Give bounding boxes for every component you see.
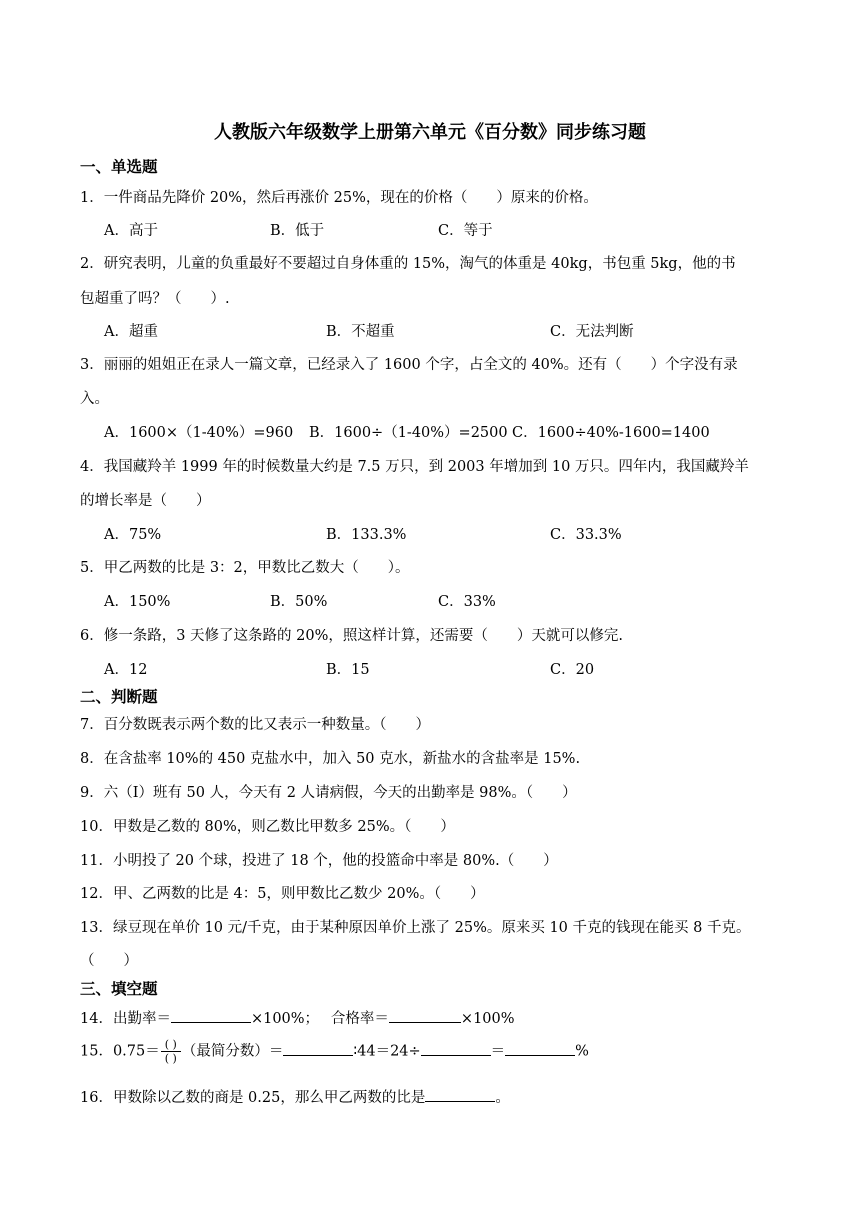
fraction-numerator[interactable]: ( ) [161, 1038, 181, 1052]
question-13-text-line-1: 13．绿豆现在单价 10 元/千克，由于某种原因单价上涨了 25%。原来买 10 千克的钱现在能买 8 千克。 [80, 920, 751, 936]
question-10-text: 10．甲数是乙数的 80%，则乙数比甲数多 25%。（ ） [80, 819, 455, 835]
question-3-text-line-2: 入。 [80, 391, 109, 407]
question-3-option-a: A．1600×（1-40%）=960 [104, 425, 294, 441]
question-15-part-4: ＝ [490, 1043, 506, 1060]
section-heading-fill-blank: 三、填空题 [80, 980, 158, 998]
question-4-text-line-2: 的增长率是（ ） [80, 493, 211, 509]
question-1-text: 1．一件商品先降价 20%，然后再涨价 25%，现在的价格（ ）原来的价格。 [80, 190, 598, 206]
answer-blank[interactable] [171, 1008, 251, 1023]
question-14-part-3: ×100% [460, 1011, 515, 1027]
answer-blank[interactable] [421, 1041, 491, 1056]
question-15-part-1: 15．0.75＝ [80, 1043, 160, 1060]
question-4-option-c: C．33.3% [550, 527, 622, 543]
question-5-option-a: A．150% [104, 594, 171, 610]
question-5-text: 5．甲乙两数的比是 3：2，甲数比乙数大（ ）。 [80, 560, 410, 576]
question-15-part-5: % [575, 1043, 589, 1060]
question-7-text: 7．百分数既表示两个数的比又表示一种数量。（ ） [80, 717, 430, 733]
answer-blank[interactable] [283, 1041, 353, 1056]
question-1-option-b: B．低于 [270, 223, 325, 239]
question-3-option-c: C．1600÷40%-1600=1400 [512, 425, 710, 441]
question-1-option-c: C．等于 [438, 223, 493, 239]
question-6-option-c: C．20 [550, 662, 595, 678]
question-1-option-a: A．高于 [104, 223, 158, 239]
question-13-text-line-2: （ ） [80, 953, 138, 969]
question-2-option-a: A．超重 [104, 324, 158, 340]
question-15-part-2: （最简分数）＝ [181, 1043, 284, 1060]
question-16-part-2: 。 [495, 1090, 510, 1106]
section-heading-single-choice: 一、单选题 [80, 158, 158, 176]
question-2-text-line-1: 2．研究表明，儿童的负重最好不要超过自身体重的 15%，淘气的体重是 40kg，书包重 5kg，他的书 [80, 256, 736, 272]
question-6-option-a: A．12 [104, 662, 148, 678]
question-6-text: 6．修一条路，3 天修了这条路的 20%，照这样计算，还需要（ ）天就可以修完. [80, 628, 624, 644]
question-15 [80, 1038, 589, 1065]
question-2-option-b: B．不超重 [326, 324, 395, 340]
question-4-text-line-1: 4．我国藏羚羊 1999 年的时候数量大约是 7.5 万只，到 2003 年增加到 10 万只。四年内，我国藏羚羊 [80, 459, 749, 475]
question-16 [80, 1086, 510, 1107]
question-14-part-1: 14．出勤率＝ [80, 1011, 171, 1027]
answer-blank[interactable] [389, 1008, 461, 1023]
question-3-text-line-1: 3．丽丽的姐姐正在录人一篇文章，已经录入了 1600 个字，占全文的 40%。还有（ ）个字没有录 [80, 357, 738, 373]
question-5-option-b: B．50% [270, 594, 328, 610]
question-5-option-c: C．33% [438, 594, 496, 610]
question-11-text: 11．小明投了 20 个球，投进了 18 个，他的投篮命中率是 80%.（ ） [80, 853, 558, 869]
section-heading-true-false: 二、判断题 [80, 688, 158, 706]
answer-blank[interactable] [425, 1087, 495, 1102]
question-4-option-b: B．133.3% [326, 527, 407, 543]
question-16-part-1: 16．甲数除以乙数的商是 0.25，那么甲乙两数的比是 [80, 1090, 426, 1106]
question-3-option-b: B．1600÷（1-40%）=2500 [309, 425, 508, 441]
question-12-text: 12．甲、乙两数的比是 4：5，则甲数比乙数少 20%。（ ） [80, 886, 485, 902]
question-4-option-a: A．75% [104, 527, 162, 543]
answer-blank[interactable] [505, 1041, 575, 1056]
question-9-text: 9．六（I）班有 50 人，今天有 2 人请病假，今天的出勤率是 98%。（ ） [80, 785, 577, 801]
question-2-option-c: C．无法判断 [550, 324, 634, 340]
fraction-blank[interactable] [161, 1038, 181, 1065]
question-6-option-b: B．15 [326, 662, 370, 678]
page-title: 人教版六年级数学上册第六单元《百分数》同步练习题 [214, 122, 646, 143]
question-14 [80, 1007, 515, 1028]
question-14-part-2: ×100%； 合格率＝ [250, 1011, 389, 1027]
question-8-text: 8．在含盐率 10%的 450 克盐水中，加入 50 克水，新盐水的含盐率是 15%. [80, 751, 581, 767]
fraction-denominator[interactable]: ( ) [164, 1052, 177, 1065]
question-15-part-3: ∶44＝24÷ [353, 1043, 421, 1060]
question-2-text-line-2: 包超重了吗？（ ）. [80, 291, 230, 307]
